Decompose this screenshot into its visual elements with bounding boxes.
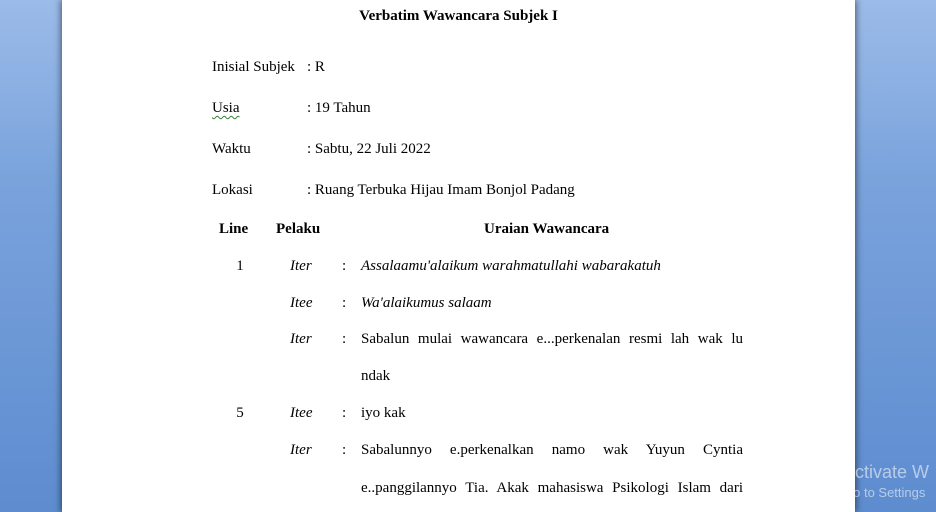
row-4-text: iyo kak [361,405,406,421]
row-5-actor: Iter [290,442,312,458]
row-3-actor: Iter [290,331,312,347]
info-label-lokasi: Lokasi [212,182,253,198]
row-4-line: 5 [236,405,244,421]
row-1-colon: : [342,258,347,274]
row-1-line: 1 [236,258,244,274]
watermark-line-2: Go to Settings [843,485,926,500]
header-uraian: Uraian Wawancara [484,221,610,237]
info-value-lokasi: : Ruang Terbuka Hijau Imam Bonjol Padang [307,182,575,198]
info-value-inisial: : R [307,59,325,75]
row-3-text: Sabalun mulai wawancara e...perkenalan resmi lah wak lu [361,331,743,347]
row-5-text-cont: e..panggilannyo Tia. Akak mahasiswa Psikologi Islam dari [361,480,743,496]
row-5-colon: : [342,442,347,458]
document-page[interactable] [62,0,855,512]
row-2-colon: : [342,295,347,311]
row-1-text: Assalaamu'alaikum warahmatullahi wabarakatuh [361,258,661,274]
info-value-waktu: : Sabtu, 22 Juli 2022 [307,141,431,157]
row-5-text: Sabalunnyo e.perkenalkan namo wak Yuyun Cyntia [361,442,743,458]
document-title: Verbatim Wawancara Subjek I [359,8,558,24]
row-1-actor: Iter [290,258,312,274]
row-3-text-cont: ndak [361,368,391,384]
info-value-usia: : 19 Tahun [307,100,371,116]
info-label-usia: Usia [212,100,240,116]
row-2-actor: Itee [290,295,313,311]
row-4-actor: Itee [290,405,313,421]
header-pelaku: Pelaku [276,221,321,237]
activation-watermark [843,462,929,500]
watermark-line-1: Activate W [843,462,930,482]
info-label-waktu: Waktu [212,141,251,157]
row-3-colon: : [342,331,347,347]
header-line: Line [219,221,249,237]
row-2-text: Wa'alaikumus salaam [361,295,492,311]
row-4-colon: : [342,405,347,421]
info-label-inisial: Inisial Subjek [212,59,295,75]
